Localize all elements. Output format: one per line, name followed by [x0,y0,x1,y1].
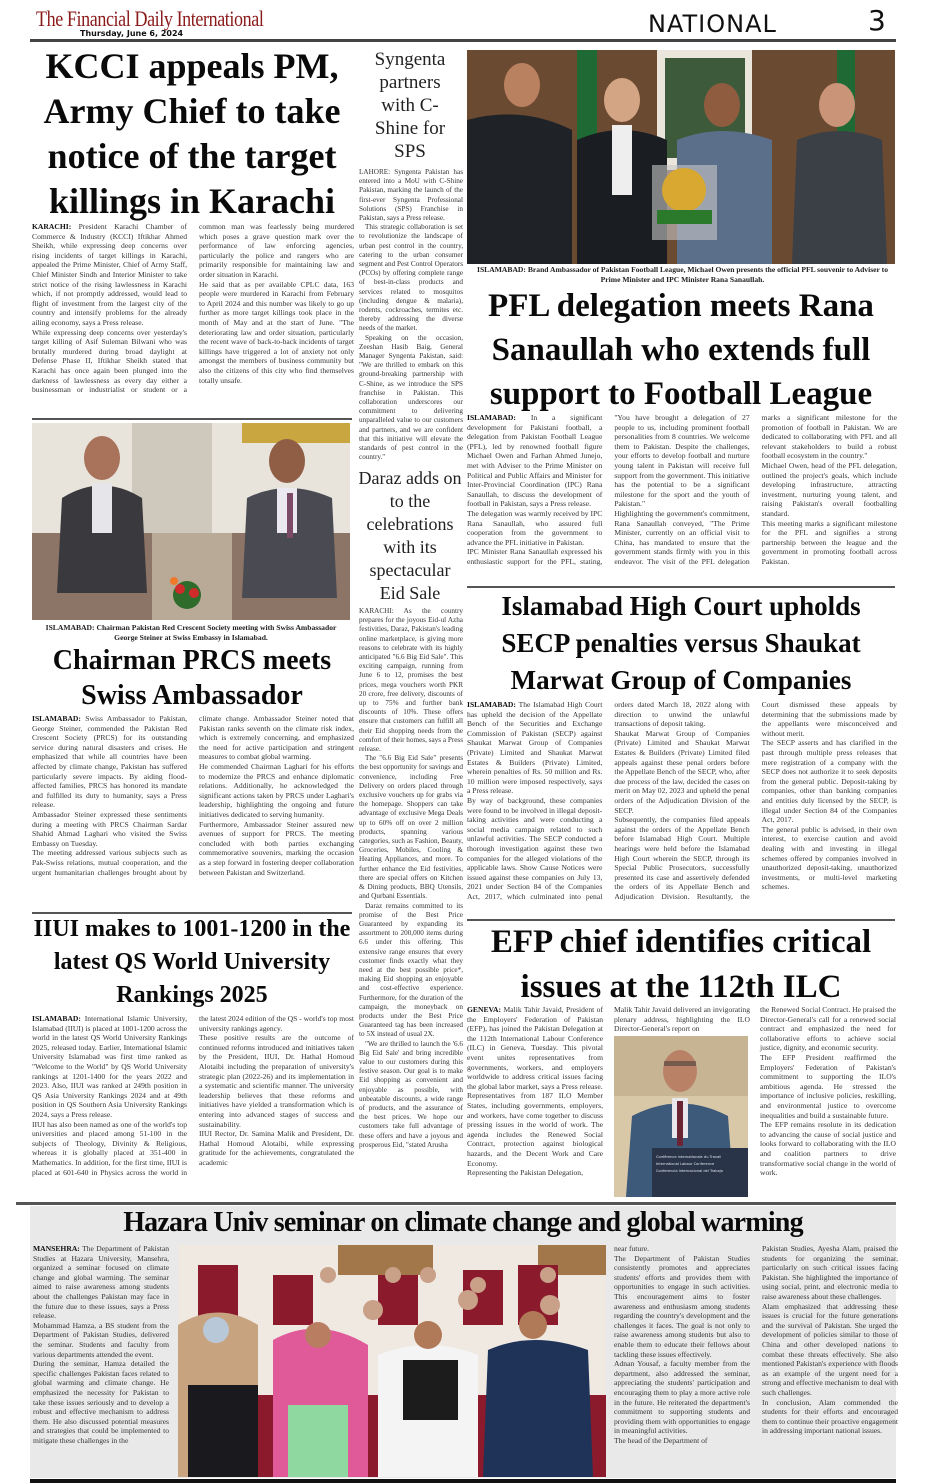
daraz-para: "We are thrilled to launch the '6.6 Big Eid Sale' and bring incredible value to our customers during this festive season. Our goal is to make Eid shopping as convenient and enjoyable as possible, with unbeatable discounts, a wide range of products, and the assurance of the best prices. We hope our customers take full advantage of these offers and have a joyous and prosperous Eid, "stated Arusha [359,1039,463,1149]
pfl-para: The delegation was warmly received by IPC Rana Sanaullah, who assured full cooperation from the government to advance the PFL initiative in Pakistan. [467,508,603,547]
efp-para: the Renewed Social Contract. He praised the Director-General's call for a renewed social contract and emphasized the need for collaborative efforts to achieve social justice, dignity, and economic security. [760,1005,897,1053]
prcs-photo [32,423,350,620]
iiui-para: IIUI has also been named as one of the world's top universities and placed among 51-100 in the subjects of Theology, Divinity & Religious, whereas it is globally placed at 351-400 in Mathematics. In addition, for the first time, IIUI is placed at 601-640 in Physics across the world in the latest 2024 edition of the QS - world's top most university rankings agency. [32,1014,354,1177]
efp-para: Malik Tahir Javaid delivered an invigorating plenary address, highlighting the ILO Director-General's report on [614,1005,750,1034]
pfl-body [467,413,897,581]
efp-para: The EFP President reaffirmed the Employers' Federation of Pakistan's commitment to supporting the ILO's ambitious agenda. He stressed the importance of inclusive policies, reskilling, and environmental justice to overcome inequalities and build a sustainable future. [760,1052,896,1120]
page-number: 3 [868,4,886,37]
divider [16,1202,896,1205]
ihc-para: Shaukat Marwat Group of Companies (Private) Limited and Shaukat Marwat Estates & Builders (Private) Limited filed appeals against these penal orders before the Appellate Bench of the SECP, who, after due process of the law, decided the cases on merit on May 02, 2023 and upheld the penal orders of the Adjudication Division of the SECP. [614,728,750,815]
podium-line: Conferencia Internacional del Trabajo [656,1169,723,1173]
kcci-para: President Karachi Chamber of Commerce & Industry (KCCI) Iftikhar Ahmed Sheikh, while expressing deep concerns over rising incidents of target killings in Karachi, appealed the Prime Minister, Chief of Army Staff, Chief Minister Sindh and Interior Minister to take strict notice of the rising lawlessness in Karachi which, if not promptly addressed, would lead to flight of investment from the largest city of the country and intensify problems for the already ailing economy, says a Press release. [32,222,187,327]
ihc-para: The SECP asserts and has clarified in the past through multiple press releases that mere registration of a company with the SECP does not authorize it to seek deposits from the general public. Deposit-taking by companies, other than banking companies and entities duly licensed by the SECP, is illegal under Section 84 of the Companies Act, 2017. [761,738,897,825]
pfl-photo-image [467,50,895,264]
footer-rule [30,1479,896,1483]
efp-para: Malik Tahir Javaid, President of the Employers' Federation of Pakistan (EFP), has joined the Pakistan Delegation at the 112th International Labour Conference (ILC) in Geneva, Tuesday. This pivotal event unites representatives from governments, workers, and employers worldwide to address critical issues facing the global labor market, says a Press release. [467,1005,603,1091]
masthead: The Financial Daily International [36,6,264,31]
hazara-para: The head of the Department of [614,1435,708,1445]
pfl-para: In a significant development for Pakistani football, a delegation from Pakistan Football League (PFL), led by renowned football figure Michael Owen and Farhan Ahmed Junejo, met with Adviser to the Prime Minister on Political and Public Affairs and Minister for Inter-Provincial Coordination (IPC) Rana Sanaullah, to discuss the development of football in Pakistan, says a Press release. [467,413,603,509]
efp-col3 [760,1005,896,1200]
pfl-para: IPC Minister Rana Sanaullah expressed his enthusiastic support for the PFL, stating, "You have brought a delegation of 27 people to us, including prominent football personalities from 8 countries. We welcome them to Pakistan. Despite the challenges, your efforts to develop football and nurture young talent in Pakistan will receive full support from the government. This initiative has the potential to be a significant milestone for the sport and the youth of Pakistan." [467,413,750,566]
divider [32,418,352,420]
hazara-col2-3 [614,1244,898,1476]
ihc-para: The Islamabad High Court has upheld the decision of the Appellate Bench of the Securities and Exchange Commission of Pakistan (SECP) against Shaukat Marwat Group of Companies (Private) Limited and Shaukat Marwat Estates & Builders (Private) Limited, wherein penalties of Rs. 50 million and Rs. 10 million were imposed respectively, says a Press release. [467,700,603,796]
pfl-para: This meeting marks a significant milestone for the PFL and signifies a strong partnership between the league and the government in promoting football across Pakistan. [761,518,897,566]
pfl-photo [467,50,895,264]
kcci-headline: KCCI appeals PM, Army Chief to take notice of the target killings in Karachi [43,46,341,221]
hazara-dateline: MANSEHRA: [33,1244,80,1253]
syngenta-headline: Syngenta partners with C-Shine for SPS [374,49,446,162]
efp-para: Representatives from 187 ILO Member States, including governments, employers, and workers, have come together to discuss pressing issues in the world of work. The agenda includes the Renewed Social Contract, protection against biological hazards, and the Decent Work and Care Economy. [467,1091,603,1168]
daraz-body [359,607,463,1192]
syngenta-para: This strategic collaboration is set to revolutionize the landscape of urban pest control in the country, catering to the urban consumer segment and Pest Control Operators (PCOs) by offering complete range of best-in-class products and services related to mosquitos (including dengue & malaria), rodents, cockroaches, termites etc. thereby addressing the diverse needs of the market. [359,223,463,333]
kcci-dateline: KARACHI: [32,222,72,231]
prcs-para: Furthermore, Ambassador Steiner assured new avenues of support for PRCS. The meeting concluded with both parties exchanging commemorative souvenirs, marking the occasion as a step forward in fostering deeper collaboration between Pakistan and Switzerland. [199,819,354,877]
hazara-para: During the seminar, Hamza detailed the specific challenges Pakistan faces related to global warming and climate change. He emphasized the necessity for Pakistan to take these issues seriously and to develop a robust and effective mechanism to address them. He also discussed potential measures and strategies that could be implemented to mitigate these challenges in the [33,1359,169,1445]
efp-col1 [467,1005,603,1200]
hazara-photo-image [178,1245,606,1477]
hazara-para: The Department of Pakistan Studies at Hazara University, Mansehra, organized a seminar focused on climate change and global warming. The seminar aimed to raise awareness among students about the challenges Pakistan may face in the future due to these issues, says a Press release. [33,1244,169,1321]
kcci-body [32,222,354,414]
prcs-photo-image [32,423,350,620]
prcs-dateline: ISLAMABAD: [32,714,81,723]
hazara-photo [178,1245,606,1477]
iiui-para: IIUI Rector, Dr. Samina Malik and President, Dr. Hathal Homoud Alotaibi, while expressing gratitude for the achievements, congratulated the academic [199,1129,354,1167]
syngenta-body [359,168,463,460]
ihc-dateline: ISLAMABAD: [467,700,516,709]
podium-line: Conférence internationale du Travail [656,1155,722,1159]
iiui-para: These positive results are the outcome of continued reforms introduced and initiatives taken by the President, IIUI, Dr. Hathal Homoud Alotaibi including the preparation of university's strategic plan (2022-26) and its implementation in a systematic and scientific manner. The university leadership believes that these reforms and initiatives have yielded a transformation which is entering into advanced stages of success and sustainability. [199,1033,354,1129]
ihc-para: By way of background, these companies were found to be involved in illegal deposit-taking activities and were conducting a social media campaign related to such unlawful activities. The SECP conducted a thorough investigation against these two companies for the alleged violations of the applicable laws. Show Cause Notices were issued against these companies on July 13, 2021 under Section 84 of the Companies Act, 2017, which culminated into penal orders dated March 18, 2022 along with direction to unwind the unlawful transactions of deposit taking. [467,700,750,901]
hazara-para: In conclusion, Alam commended the students for their efforts and encouraged them to continue their proactive engagement in addressing important national issues. [762,1397,898,1436]
ihc-para: Subsequently, the companies filed appeals against the orders of the Appellate Bench before Islamabad High Court. Multiple hearings were held before the Islamabad High Court wherein the SECP, through its Special Public Prosecutors, successfully presented its case and assertively defended the orders of its Appellate Bench and Adjudication Division. Resultantly, the Court dismissed these appeals by determining that the submissions made by the appellants were misconceived and without merit. [614,700,897,901]
iiui-dateline: ISLAMABAD: [32,1014,81,1023]
prcs-body [32,714,354,906]
pfl-dateline: ISLAMABAD: [467,413,516,422]
daraz-headline: Daraz adds on to the celebrations with its spectacular Eid Sale [358,468,462,603]
podium-line: International Labour Conference [656,1162,715,1166]
hazara-para: Adnan Yousaf, a faculty member from the department, also addressed the seminar, appreciating the students' participation and encouraging them to play a more active role in the future. He reiterated the department's commitment to supporting students and providing them with opportunities to engage in meaningful activities. [614,1359,750,1436]
hazara-para: Pakistan Studies, Ayesha Alam, praised the students for organizing the seminar, particularly on such critical issues facing Pakistan. She highlighted the importance of using social, print, and electronic media to raise awareness about these challenges. [762,1244,898,1301]
pfl-photo-caption: ISLAMABAD: Brand Ambassador of Pakistan Football League, Michael Owen presents the official PFL souvenir to Adviser to Prime Minister and IPC Minister Rana Sanaullah. [477,265,888,284]
daraz-para: Daraz remains committed to its promise of the Best Price Guaranteed by expanding its assortment to 200,000 items during 6.6 under this offering. This extensive range ensures that every customer finds exactly what they need at the best possible price*, making Eid shopping an enjoyable and cost-effective experience. Furthermore, for the duration of the campaign, the moneyback on products under the Best Price Guaranteed tag has been increased to 5X instead of usual 2X. [359,901,463,1039]
kcci-para: While expressing deep concerns over yesterday's target killing of Asif Suleman Bilwani who was brutally murdered during broad daylight at Defense Phase II, Iftikhar Sheikh stated that Karachi has once again been plunged into the darkness of lawlessness as every day either a businessman or industrialist or student or a common man was fearlessly being murdered which poses a grave question mark over the performance of law enforcing agencies, particularly the police and rangers who are primarily responsible for maintaining law and order situation in Karachi. [32,222,354,395]
podium-sign [656,1154,748,1175]
prcs-para: The meeting addressed various subjects such as Pak-Swiss relations, mutual cooperation, and the urgent humanitarian challenges brought about by climate change. Ambassador Steiner noted that Pakistan ranks seventh on the climate risk index, which is extremely concerning, and emphasized the need for active participation and stringent measures to combat global warming. [32,714,354,877]
hazara-para: The Department of Pakistan Studies consistently promotes and appreciates students' efforts and provides them with opportunities to engage in such activities. This encouragement aims to foster awareness and enthusiasm among students regarding the country's development and the challenges it faces. The goal is not only to raise awareness among students but also to enable them to educate their fellows about tackling these issues effectively. [614,1253,750,1359]
section-label: NATIONAL [648,10,777,38]
prcs-para: He commended Chairman Laghari for his efforts to modernize the PRCS and enhance diplomatic relations. Additionally, he acknowledged the significant actions taken by PRCS under Laghari's leadership, highlighting the ongoing and future initiatives dedicated to serving humanity. [199,761,354,819]
ihc-para: The general public is advised, in their own interest, to exercise caution and avoid dealing with and investing in illegal schemes offered by companies involved in unauthorized deposit-taking, unauthorized investments, or multi-level marketing schemes. [761,824,897,892]
ihc-headline: Islamabad High Court upholds SECP penalties versus Shaukat Marwat Group of Companies [501,591,861,695]
header-rule [30,39,896,42]
prcs-photo-caption: ISLAMABAD: Chairman Pakistan Red Crescent Society meeting with Swiss Ambassador George Steiner at Swiss Embassy in Islamabad. [45,623,337,642]
pfl-para: Highlighting the government's commitment, Rana Sanaullah conveyed, "The Prime Minister, currently on an official visit to China, has mandated to ensure that the government stands firmly with you in this endeavor. The visit of the PFL delegation marks a significant milestone for the promotion of football in Pakistan. We are dedicated to collaborating with PFL and all relevant stakeholders to build a robust football ecosystem in the country." [614,413,897,566]
prcs-para: Ambassador Steiner expressed these sentiments during a meeting with PRCS Chairman Sardar Shahid Ahmad Laghari who visited the Swiss Embassy on Tuesday. [32,809,187,848]
syngenta-para: Speaking on the occasion, Zeeshan Hasib Baig, General Manager Syngenta Pakistan, said: "We are thrilled to embark on this ground-breaking partnership with C-Shine, as we introduce the SPS franchise in Pakistan. This collaboration underscores our commitment to delivering unparalleled value to our customers and partners, and we are confident that this initiative will elevate the standards of pest control in the country." [359,333,463,462]
iiui-body [32,1014,354,1198]
daraz-para: The "6.6 Big Eid Sale" presents the best opportunity for savings and convenience, including Free Delivery on orders placed through exclusive vouchers up for grabs via the homepage. Shoppers can take advantage of exclusive Mega Deals up to 60% off on over 2 million products, spanning various categories, such as Fashion, Beauty, Groceries, Mobiles, Cooling & Heating Appliances, and more. To further enhance the Eid festivities, there are special offers on Kitchen & Dining products, BBQ Utensils, and Qurbani Essentials. [359,754,463,901]
hazara-para: Mohammad Hamza, a BS student from the Department of Pakistan Studies, delivered the seminar. Students and faculty from various departments attended the event. [33,1320,169,1359]
prcs-headline: Chairman PRCS meets Swiss Ambassador [52,645,332,711]
hazara-headline: Hazara Univ seminar on climate change and global warming [123,1207,803,1238]
pfl-para: Michael Owen, head of the PFL delegation, outlined the project's goals, which include developing infrastructure, attracting investment, nurturing young talent, and raising Pakistan's overall footballing standard. [761,460,897,518]
efp-para: Representing the Pakistan Delegation, [467,1168,583,1178]
daraz-para: KARACHI: As the country prepares for the joyous Eid-ul Azha festivities, Daraz, Pakistan's leading online marketplace, is giving more reasons to celebrate with its highly anticipated "6.6 Big Eid Sale". This exciting campaign, running from June 6 to 12, promises the best prices, mega vouchers worth PKR 20 crore, free delivery, discounts of up to 75% and further bank discounts of 10%. These offers ensure that customers can fulfill all their Eid shopping needs from the comfort of their homes, says a Press release. [359,607,463,754]
ihc-body [467,700,897,912]
hazara-col1 [33,1244,169,1476]
hazara-para: near future. [614,1244,649,1253]
pfl-headline: PFL delegation meets Rana Sanaullah who extends full support to Football League [488,288,874,412]
efp-headline: EFP chief identifies critical issues at the 112th ILC [490,924,872,1005]
iiui-para: International Islamic University, Islamabad (IIUI) is placed at 1001-1200 across the world in the latest QS World University Rankings 2025, released today. Earlier, International Islamic University Islamabad was first time ranked as "Welcome to the World" by QS World University rankings at 1201-1400 for the years 2022 and 2023. Also, IIUI was ranked at 249th position in QS Asia University Rankings 2024 and at 49th position in QS Southern Asia University Rankings 2024, says a Press release. [32,1014,187,1119]
efp-para: The EFP remains resolute in its dedication to advancing the cause of social justice and looks forward to collaborating with the ILO and coalition partners to drive transformative social change in the world of work. [760,1120,896,1178]
syngenta-para: LAHORE: Syngenta Pakistan has entered into a MoU with C-Shine Pakistan, marking the launch of the first-ever Syngenta Professional Solutions (SPS) Franchise in Pakistan, says a Press release. [359,168,463,223]
efp-col2-top [614,1005,750,1034]
hazara-para: Alam emphasized that addressing these issues is crucial for the future generations and the survival of Pakistan. She urged the development of policies similar to those of China and other developed nations to combat these threats effectively. She also mentioned Pakistan's experience with floods as an example of the urgent need for a strong and effective mechanism to deal with such challenges. [762,1301,898,1397]
efp-dateline: GENEVA: [467,1005,502,1014]
kcci-para: He said that as per available CPLC data, 163 people were murdered in Karachi from February to April 2024 and this number was likely to go up further as more target killings took place in the month of May and at the start of June. "The deteriorating law and order situation, particularly the recent wave of back-to-back incidents of target killings have triggered a lot of anxiety not only amongst the members of business community but also the citizens of this city who find themselves totally unsafe. [199,279,354,385]
efp-photo [614,1036,748,1197]
issue-date: Thursday, June 6, 2024 [80,29,184,38]
iiui-headline: IIUI makes to 1001-1200 in the latest QS World University Rankings 2025 [33,916,351,1008]
prcs-para: Swiss Ambassador to Pakistan, George Steiner, commended the Pakistan Red Crescent Society (PRCS) for its outstanding service during natural disasters and crises. He emphasized that while all countries have been affected by climate change, Pakistan has suffered particularly severe impacts. By aiding flood-affected families, PRCS has honored its mandate and fulfilled its duty to humanity, says a Press release. [32,714,187,810]
